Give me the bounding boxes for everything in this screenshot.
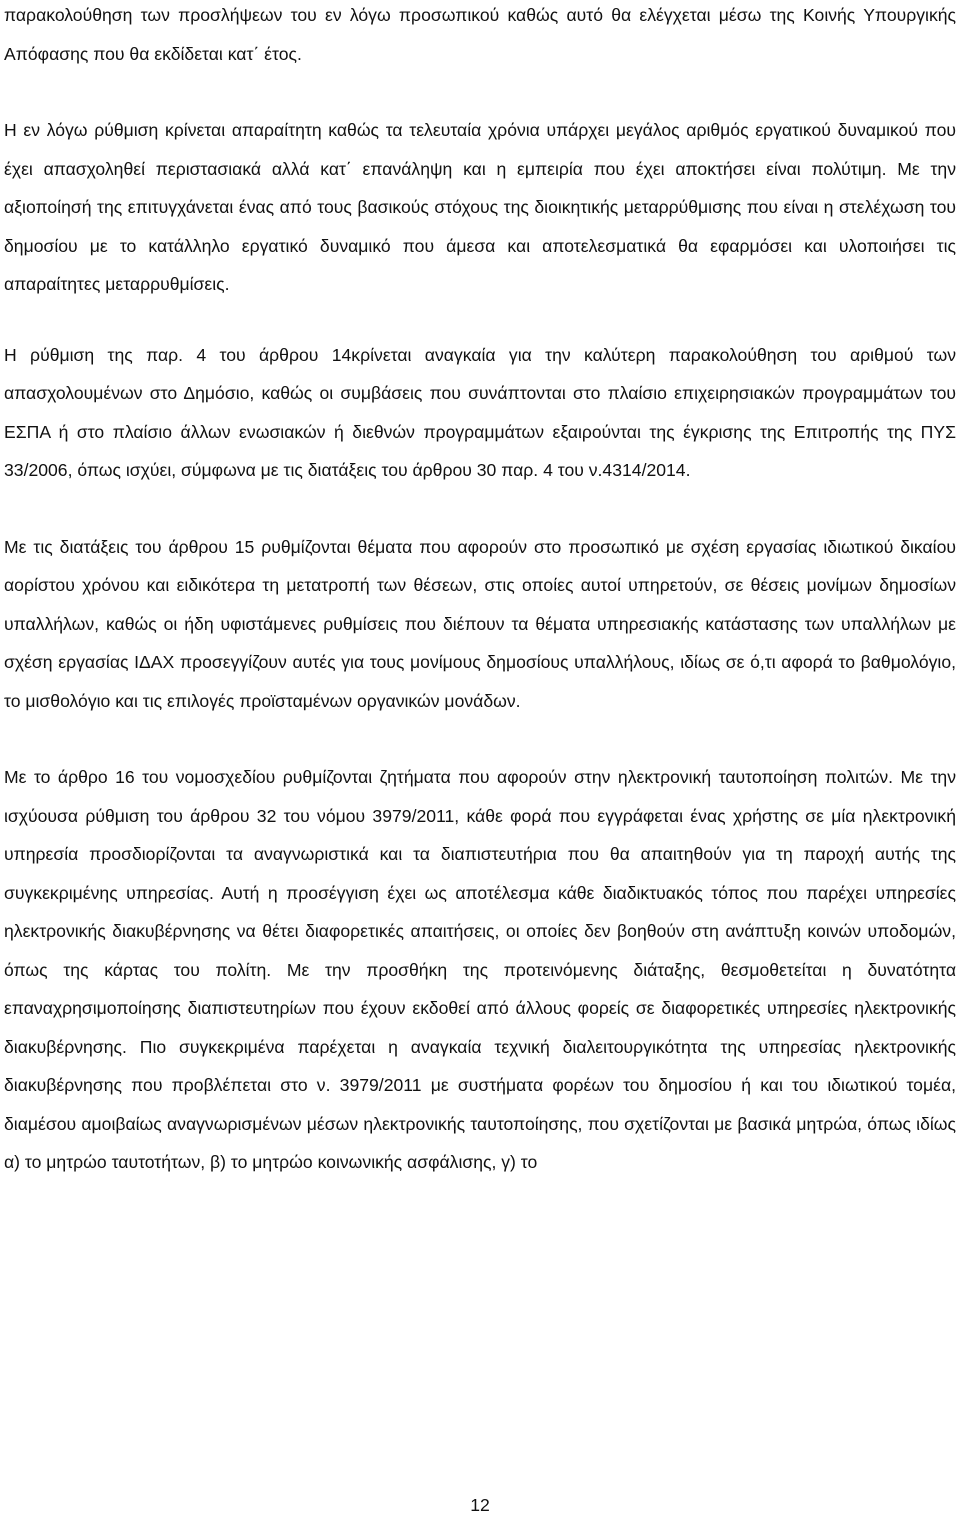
paragraph-5: Με το άρθρο 16 του νομοσχεδίου ρυθμίζονται ζητήματα που αφορούν στην ηλεκτρονική ταυτοποίηση πολιτών. Με την ισχύουσα ρύθμιση του άρθρου 32 του νόμου 3979/2011, κάθε φορά που εγγράφεται ένας χρήστης σε μία ηλεκτρονική υπηρεσία προσδιορίζονται τα αναγνωριστικά και τα διαπιστευτήρια που θα απαιτηθούν για τη παροχή αυτής της συγκεκριμένης υπηρεσίας. Αυτή η προσέγγιση έχει ως αποτέλεσμα κάθε διαδικτυακός τόπος που παρέχει υπηρεσίες ηλεκτρονικής διακυβέρνησης να θέτει διαφορετικές απαιτήσεις, οι οποίες δεν βοηθούν στη ανάπτυξη κοινών υποδομών, όπως της κάρτας του πολίτη. Με την προσθήκη της προτεινόμενης διάταξης, θεσμοθετείται η δυνατότητα επαναχρησιμοποίησης διαπιστευτηρίων που έχουν εκδοθεί από άλλους φορείς σε διαφορετικές υπηρεσίες ηλεκτρονικής διακυβέρνησης. Πιο συγκεκριμένα παρέχεται η αναγκαία τεχνική διαλειτουργικότητα της υπηρεσίας ηλεκτρονικής διακυβέρνησης που προβλέπεται στο ν. 3979/2011 με συστήματα φορέων του δημοσίου ή και του ιδιωτικού τομέα, διαμέσου αμοιβαίως αναγνωρισμένων μέσων ηλεκτρονικής ταυτοποίησης, που σχετίζονται με βασικά μητρώα, όπως ιδίως α) το μητρώο ταυτοτήτων, β) το μητρώο κοινωνικής ασφάλισης, γ) το: [4, 767, 956, 1172]
paragraph-1: παρακολούθηση των προσλήψεων του εν λόγω προσωπικού καθώς αυτό θα ελέγχεται μέσω της Κοινής Υπουργικής Απόφασης που θα εκδίδεται κατ΄ έτος.: [4, 5, 956, 64]
paragraph-4: Με τις διατάξεις του άρθρου 15 ρυθμίζονται θέματα που αφορούν στο προσωπικό με σχέση εργασίας ιδιωτικού δικαίου αορίστου χρόνου και ειδικότερα τη μετατροπή των θέσεων, στις οποίες αυτοί υπηρετούν, σε θέσεις μονίμων δημοσίων υπαλλήλων, καθώς οι ήδη υφιστάμενες ρυθμίσεις που διέπουν τα θέματα υπηρεσιακής κατάστασης των υπαλλήλων με σχέση εργασίας ΙΔΑΧ προσεγγίζουν αυτές για τους μονίμους δημοσίους υπαλλήλους, ιδίως σε ό,τι αφορά το βαθμολόγιο, το μισθολόγιο και τις επιλογές προϊσταμένων οργανικών μονάδων.: [4, 536, 956, 711]
paragraph-spacer: [4, 304, 956, 336]
paragraph-spacer: [4, 490, 956, 528]
paragraph-2: Η εν λόγω ρύθμιση κρίνεται απαραίτητη καθώς τα τελευταία χρόνια υπάρχει μεγάλος αριθμός εργατικού δυναμικού που έχει απασχοληθεί περιστασιακά αλλά κατ΄ επανάληψη και η εμπειρία που έχει αποκτήσει είναι πολύτιμη. Με την αξιοποίησή της επιτυγχάνεται ένας από τους βασικούς στόχους της διοικητικής μεταρρύθμισης που είναι η στελέχωση του δημοσίου με το κατάλληλο εργατικό δυναμικό που άμεσα και αποτελεσματικά θα εφαρμόσει και υλοποιήσει τις απαραίτητες μεταρρυθμίσεις.: [4, 120, 956, 294]
paragraph-spacer: [4, 73, 956, 111]
paragraph-3: Η ρύθμιση της παρ. 4 του άρθρου 14κρίνεται αναγκαία για την καλύτερη παρακολούθηση του αριθμού των απασχολουμένων στο Δημόσιο, καθώς οι συμβάσεις που συνάπτονται στο πλαίσιο επιχειρησιακών προγραμμάτων του ΕΣΠΑ ή στο πλαίσιο άλλων ενωσιακών ή διεθνών προγραμμάτων εξαιρούνται της έγκρισης της Επιτροπής της ΠΥΣ 33/2006, όπως ισχύει, σύμφωνα με τις διατάξεις του άρθρου 30 παρ. 4 του ν.4314/2014.: [4, 344, 956, 480]
document-body: [4, 0, 956, 1182]
page-number: 12: [470, 1495, 490, 1515]
paragraph-spacer: [4, 720, 956, 758]
